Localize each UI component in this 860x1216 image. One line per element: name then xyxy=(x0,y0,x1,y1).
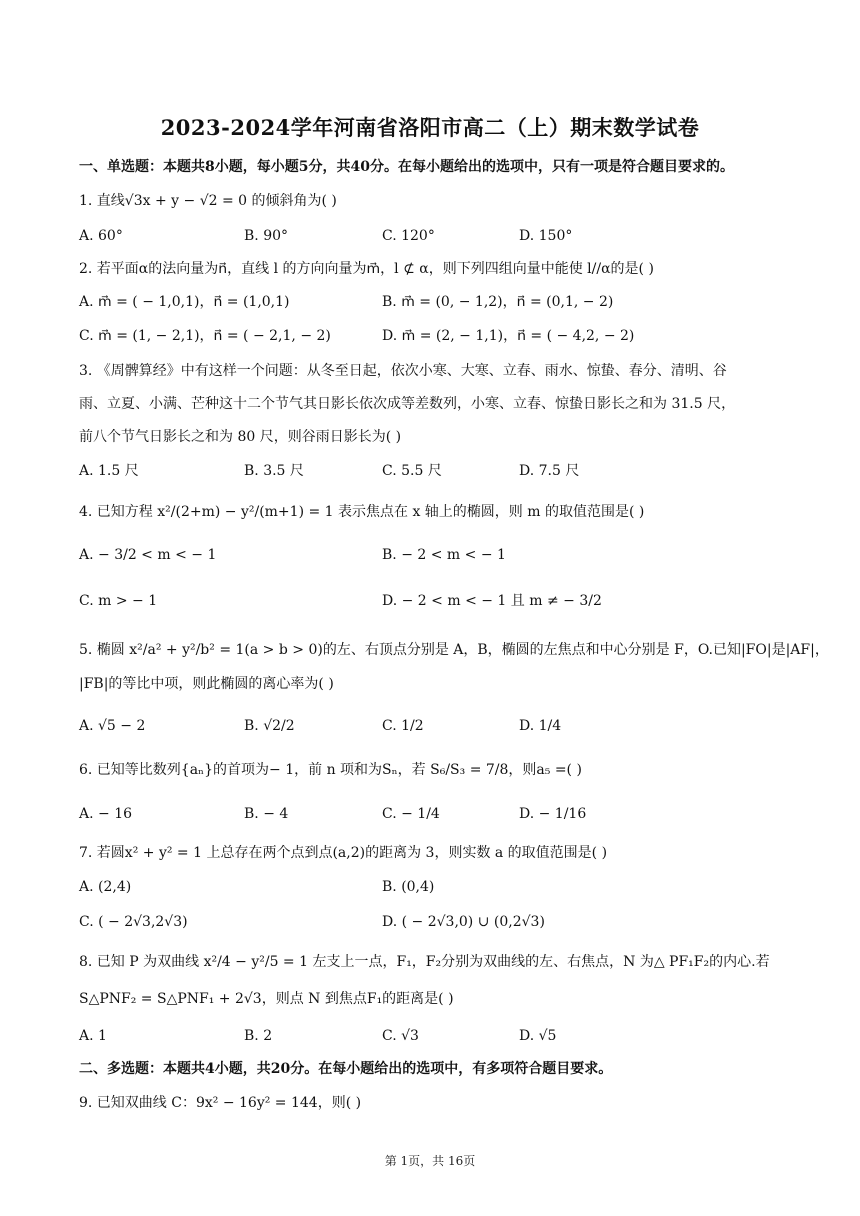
question-6-stem: 6. 已知等比数列{aₙ}的首项为− 1，前 n 项和为Sₙ，若 S₆/S₃ = 7/8，则a₅ =( ) xyxy=(79,762,582,778)
q8-option-d[interactable]: D. √5 xyxy=(519,1028,557,1044)
q1-option-b[interactable]: B. 90° xyxy=(244,228,289,244)
q4-option-c[interactable]: C. m > − 1 xyxy=(79,593,158,609)
page-footer: 第 1页，共 16页 xyxy=(384,1154,476,1168)
question-9-stem: 9. 已知双曲线 C：9x² − 16y² = 144，则( ) xyxy=(79,1095,362,1111)
q5-option-a[interactable]: A. √5 − 2 xyxy=(79,718,146,734)
question-3-stem-line-3: 前八个节气日影长之和为 80 尺，则谷雨日影长为( ) xyxy=(79,429,402,445)
q5-option-c[interactable]: C. 1/2 xyxy=(382,718,424,734)
q5-option-d[interactable]: D. 1/4 xyxy=(519,718,562,734)
q4-option-d[interactable]: D. − 2 < m < − 1 且 m ≠ − 3/2 xyxy=(382,593,602,609)
q6-option-b[interactable]: B. − 4 xyxy=(244,806,289,822)
q7-option-d[interactable]: D. ( − 2√3,0) ∪ (0,2√3) xyxy=(382,914,545,930)
q1-option-a[interactable]: A. 60° xyxy=(79,228,123,244)
question-8-stem-line-2: S△PNF₂ = S△PNF₁ + 2√3，则点 N 到焦点F₁的距离是( ) xyxy=(79,991,454,1007)
q2-option-c[interactable]: C. m⃗ = (1, − 2,1)，n⃗ = ( − 2,1, − 2) xyxy=(79,328,331,344)
q4-option-b[interactable]: B. − 2 < m < − 1 xyxy=(382,547,506,563)
q3-option-c[interactable]: C. 5.5 尺 xyxy=(382,463,442,479)
question-4-stem: 4. 已知方程 x²/(2+m) − y²/(m+1) = 1 表示焦点在 x 轴上的椭圆，则 m 的取值范围是( ) xyxy=(79,504,645,520)
q4-option-a[interactable]: A. − 3/2 < m < − 1 xyxy=(79,547,217,563)
q6-option-d[interactable]: D. − 1/16 xyxy=(519,806,587,822)
question-5-stem-line-1: 5. 椭圆 x²/a² + y²/b² = 1(a > b > 0)的左、右顶点分别是 A，B，椭圆的左焦点和中心分别是 F，O.已知|FO|是|AF|， xyxy=(79,642,829,658)
q7-option-b[interactable]: B. (0,4) xyxy=(382,879,435,895)
q6-option-c[interactable]: C. − 1/4 xyxy=(382,806,440,822)
question-1-stem: 1. 直线√3x + y − √2 = 0 的倾斜角为( ) xyxy=(79,193,337,209)
q1-option-c[interactable]: C. 120° xyxy=(382,228,435,244)
q7-option-c[interactable]: C. ( − 2√3,2√3) xyxy=(79,914,188,930)
q2-option-a[interactable]: A. m⃗ = ( − 1,0,1)，n⃗ = (1,0,1) xyxy=(79,294,290,310)
q6-option-a[interactable]: A. − 16 xyxy=(79,806,133,822)
q3-option-d[interactable]: D. 7.5 尺 xyxy=(519,463,580,479)
question-3-stem-line-2: 雨、立夏、小满、芒种这十二个节气其日影长依次成等差数列，小寒、立春、惊蛰日影长之和为 31.5 尺， xyxy=(79,396,736,412)
q5-option-b[interactable]: B. √2/2 xyxy=(244,718,295,734)
exam-title: 2023-2024学年河南省洛阳市高二（上）期末数学试卷 xyxy=(160,115,700,140)
q3-option-a[interactable]: A. 1.5 尺 xyxy=(79,463,139,479)
question-7-stem: 7. 若圆x² + y² = 1 上总存在两个点到点(a,2)的距离为 3，则实数 a 的取值范围是( ) xyxy=(79,845,608,861)
question-2-stem: 2. 若平面α的法向量为n⃗，直线 l 的方向向量为m⃗，l ⊄ α，则下列四组向量中能使 l//α的是( ) xyxy=(79,261,654,277)
q1-option-d[interactable]: D. 150° xyxy=(519,228,573,244)
question-8-stem-line-1: 8. 已知 P 为双曲线 x²/4 − y²/5 = 1 左支上一点，F₁，F₂分别为双曲线的左、右焦点，N 为△ PF₁F₂的内心.若 xyxy=(79,954,770,970)
question-5-stem-line-2: |FB|的等比中项，则此椭圆的离心率为( ) xyxy=(79,676,334,692)
q2-option-d[interactable]: D. m⃗ = (2, − 1,1)，n⃗ = ( − 4,2, − 2) xyxy=(382,328,635,344)
section-multiple-choice: 二、多选题：本题共4小题，共20分。在每小题给出的选项中，有多项符合题目要求。 xyxy=(79,1061,613,1077)
q3-option-b[interactable]: B. 3.5 尺 xyxy=(244,463,304,479)
question-3-stem-line-1: 3. 《周髀算经》中有这样一个问题：从冬至日起，依次小寒、大寒、立春、雨水、惊蛰、春分、清明、谷 xyxy=(79,363,727,379)
q8-option-b[interactable]: B. 2 xyxy=(244,1028,273,1044)
q2-option-b[interactable]: B. m⃗ = (0, − 1,2)，n⃗ = (0,1, − 2) xyxy=(382,294,614,310)
q8-option-a[interactable]: A. 1 xyxy=(79,1028,107,1044)
section-single-choice: 一、单选题：本题共8小题，每小题5分，共40分。在每小题给出的选项中，只有一项是符合题目要求的。 xyxy=(79,159,734,175)
q7-option-a[interactable]: A. (2,4) xyxy=(79,879,132,895)
q8-option-c[interactable]: C. √3 xyxy=(382,1028,419,1044)
